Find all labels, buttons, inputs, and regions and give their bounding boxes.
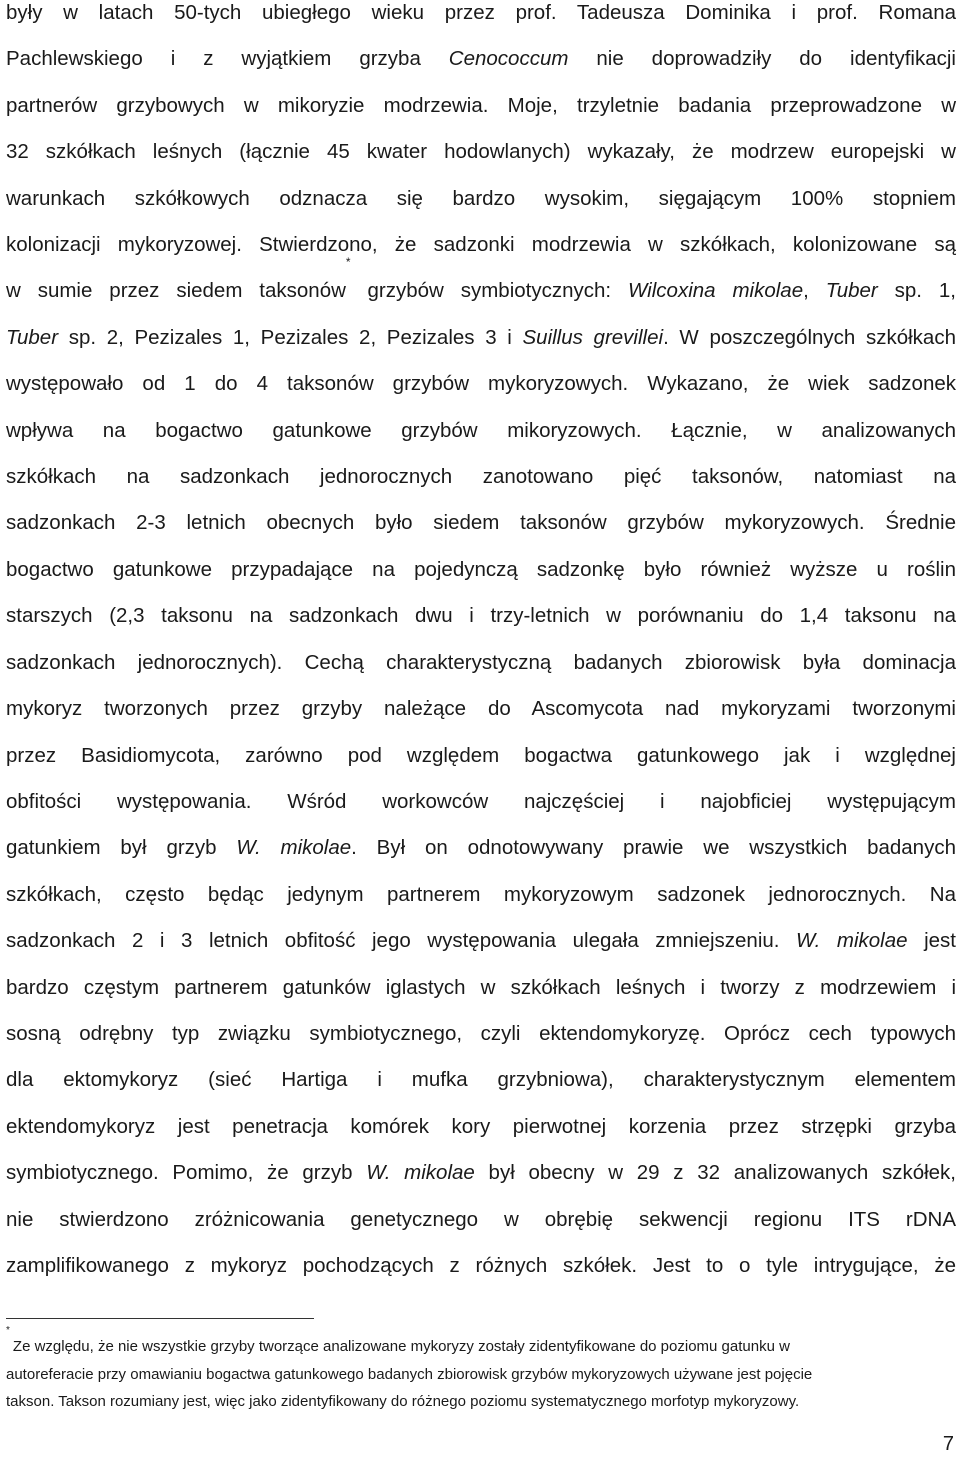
text-run: jest bbox=[907, 929, 956, 953]
text-run: ektendomykoryz jest penetracja komórek kory pierwotnej korzenia przez strzępki grzyba bbox=[6, 1114, 956, 1138]
text-run: . Był on odnotowywany prawie we wszystkich badanych bbox=[351, 836, 956, 860]
italic-term: W. mikolae bbox=[236, 836, 352, 860]
text-line bbox=[6, 733, 956, 779]
text-run: sadzonkach jednorocznych). Cechą charakterystyczną badanych zbiorowisk była dominacja bbox=[6, 650, 956, 674]
text-run: szkółkach, często będąc jedynym partnerem mykoryzowym sadzonek jednorocznych. Na bbox=[6, 882, 956, 906]
text-run: wpływa na bogactwo gatunkowe grzybów mikoryzowych. Łącznie, w analizowanych bbox=[6, 418, 956, 442]
text-run: 32 szkółkach leśnych (łącznie 45 kwater hodowlanych) wykazały, że modrzew europejski w bbox=[6, 140, 956, 164]
text-run: starszych (2,3 taksonu na sadzonkach dwu i trzy-letnich w porównaniu do 1,4 taksonu na bbox=[6, 604, 956, 628]
text-line bbox=[6, 361, 956, 407]
text-line bbox=[6, 1243, 956, 1289]
text-run: nie stwierdzono zróżnicowania genetycznego w obrębię sekwencji regionu ITS rDNA bbox=[6, 1207, 956, 1231]
text-line bbox=[6, 0, 956, 36]
text-run: bogactwo gatunkowe przypadające na pojedynczą sadzonkę było również wyższe u roślin bbox=[6, 557, 956, 581]
text-run: były w latach 50-tych ubiegłego wieku przez prof. Tadeusza Dominika i prof. Romana bbox=[6, 1, 956, 24]
text-line bbox=[6, 1057, 956, 1103]
text-line bbox=[6, 500, 956, 546]
text-run: grzybów symbiotycznych: bbox=[350, 279, 629, 303]
text-run: gatunkiem był grzyb bbox=[6, 836, 237, 860]
footnote-reference: * bbox=[345, 255, 351, 270]
text-line bbox=[6, 918, 956, 964]
footnote-marker: * bbox=[6, 1325, 10, 1336]
text-line bbox=[6, 83, 956, 129]
text-line bbox=[6, 872, 956, 918]
text-run: mykoryz tworzonych przez grzyby należące do Ascomycota nad mykoryzami tworzonymi bbox=[6, 697, 956, 721]
text-run: sp. 2, Pezizales 1, Pezizales 2, Pezizales 3 i bbox=[58, 325, 523, 349]
footnote-line: takson. Takson rozumiany jest, więc jako zidentyfikowany do różnego poziomu systematycznego morfotyp mykoryzowy. bbox=[6, 1393, 800, 1410]
text-run: symbiotycznego. Pomimo, że grzyb bbox=[6, 1161, 367, 1185]
text-run: występowało od 1 do 4 taksonów grzybów mykoryzowych. Wykazano, że wiek sadzonek bbox=[6, 372, 956, 396]
text-run: nie doprowadziły do identyfikacji bbox=[568, 47, 956, 71]
text-line bbox=[6, 129, 956, 175]
italic-term: W. mikolae bbox=[796, 929, 908, 953]
text-run: był obecny w 29 z 32 analizowanych szkółek, bbox=[474, 1161, 957, 1185]
footnote-separator bbox=[6, 1318, 314, 1319]
text-run: dla ektomykoryz (sieć Hartiga i mufka grzybniowa), charakterystycznym elementem bbox=[6, 1068, 956, 1092]
footnote-line: autoreferacie przy omawianiu bogactwa gatunkowego badanych zbiorowisk grzybów mykoryzowych używane jest pojęcie bbox=[6, 1365, 813, 1383]
page-number: 7 bbox=[942, 1433, 954, 1455]
text-line bbox=[6, 825, 956, 871]
text-line bbox=[6, 593, 956, 639]
text-run: w sumie przez siedem taksonów bbox=[6, 279, 346, 303]
text-run: partnerów grzybowych w mikoryzie modrzewia. Moje, trzyletnie badania przeprowadzone w bbox=[6, 93, 956, 117]
body-paragraph bbox=[6, 0, 956, 1289]
text-run: sadzonkach 2 i 3 letnich obfitość jego występowania ulegała zmniejszeniu. bbox=[6, 929, 797, 953]
text-run: , bbox=[803, 279, 826, 303]
text-run: sp. 1, bbox=[877, 279, 956, 303]
text-line bbox=[6, 1150, 956, 1196]
text-run: zamplifikowanego z mykoryz pochodzących z różnych szkółek. Jest to o tyle intrygujące, że bbox=[6, 1253, 956, 1277]
text-run: przez Basidiomycota, zarówno pod względem bogactwa gatunkowego jak i względnej bbox=[6, 743, 956, 767]
text-line bbox=[6, 176, 956, 222]
text-line bbox=[6, 222, 956, 268]
text-line bbox=[6, 965, 956, 1011]
text-line bbox=[6, 454, 956, 500]
text-line bbox=[6, 640, 956, 686]
text-line bbox=[6, 36, 956, 82]
italic-term: Tuber bbox=[6, 325, 59, 349]
text-run: szkółkach na sadzonkach jednorocznych zanotowano pięć taksonów, natomiast na bbox=[6, 465, 956, 489]
text-run: sosną odrębny typ związku symbiotycznego, czyli ektendomykoryzę. Oprócz cech typowych bbox=[6, 1021, 956, 1045]
text-run: . W poszczególnych szkółkach bbox=[663, 325, 956, 349]
text-run: sadzonkach 2-3 letnich obecnych było siedem taksonów grzybów mykoryzowych. Średnie bbox=[6, 511, 956, 535]
text-line bbox=[6, 686, 956, 732]
italic-term: Wilcoxina mikolae bbox=[628, 279, 804, 303]
text-line bbox=[6, 547, 956, 593]
text-line bbox=[6, 1011, 956, 1057]
text-run: bardzo częstym partnerem gatunków iglastych w szkółkach leśnych i tworzy z modrzewiem i bbox=[6, 975, 956, 999]
text-line bbox=[6, 255, 956, 314]
text-line bbox=[6, 315, 956, 361]
italic-term: Tuber bbox=[825, 279, 878, 303]
text-line bbox=[6, 779, 956, 825]
text-run: obfitości występowania. Wśród workowców najczęściej i najobficiej występującym bbox=[6, 789, 956, 813]
italic-term: W. mikolae bbox=[366, 1161, 475, 1185]
text-run: Pachlewskiego i z wyjątkiem grzyba bbox=[6, 47, 449, 71]
text-line bbox=[6, 1197, 956, 1243]
footnote bbox=[6, 1325, 950, 1416]
italic-term: Suillus grevillei bbox=[522, 325, 664, 349]
text-run: warunkach szkółkowych odznacza się bardzo wysokim, sięgającym 100% stopniem bbox=[6, 186, 956, 210]
text-line bbox=[6, 1104, 956, 1150]
text-run: kolonizacji mykoryzowej. Stwierdzono, że sadzonki modrzewia w szkółkach, kolonizowane są bbox=[6, 233, 956, 257]
italic-term: Cenococcum bbox=[448, 47, 569, 71]
footnote-line: *Ze względu, że nie wszystkie grzyby tworzące analizowane mykoryzy zostały zidentyfikowane do poziomu gatunku w bbox=[6, 1325, 790, 1355]
text-line bbox=[6, 408, 956, 454]
